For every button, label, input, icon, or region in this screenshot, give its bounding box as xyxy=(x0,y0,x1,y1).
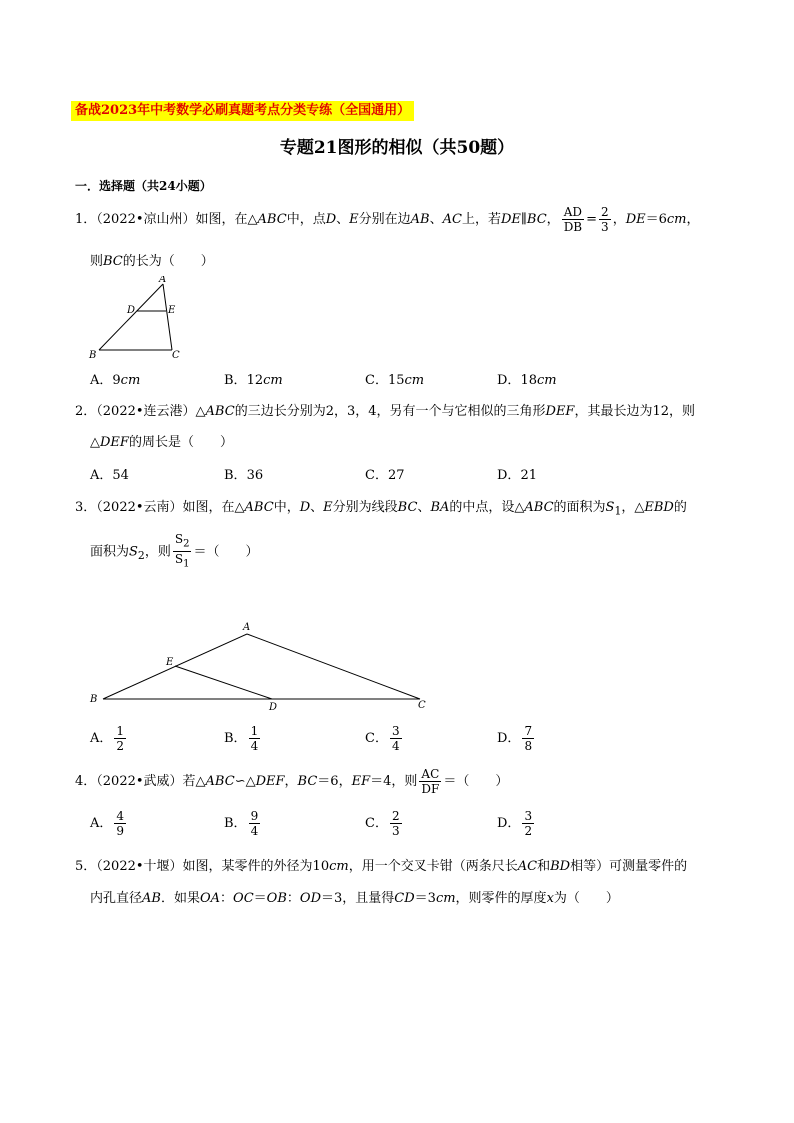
q1-option-b[interactable]: B．12cm xyxy=(224,373,283,388)
q3-line1: 3．（2022•云南）如图，在△ABC中，D、E分别为线段BC、BA的中点，设△ABC的面积为$S_1$，△EBD的 xyxy=(75,500,687,518)
q3-option-c[interactable]: C． $\frac{3}{4}$ xyxy=(365,724,400,753)
q2-option-b[interactable]: B．36 xyxy=(224,468,264,483)
q1-side-ab xyxy=(99,284,163,350)
q2-option-c[interactable]: C．27 xyxy=(365,468,405,483)
q5-line1: 5．（2022•十堰）如图，某零件的外径为10cm，用一个交叉卡钳（两条尺长AC和BD相等）可测量零件的 xyxy=(75,859,688,874)
page-title: 专题21图形的相似（共50题） xyxy=(279,138,515,158)
q2-line2: △DEF的周长是（ ） xyxy=(90,435,233,450)
q4-line1: 4．（2022•武威）若△ABC∽△DEF，BC＝6，EF＝4，则 $\frac{AC}{DF}$ ＝（ ） xyxy=(75,767,509,796)
q3-option-a[interactable]: A． $\frac{1}{2}$ xyxy=(90,724,125,753)
q1-option-d[interactable]: D．18cm xyxy=(497,373,557,388)
section-heading: 一．选择题（共24小题） xyxy=(75,179,212,193)
q1-option-a[interactable]: A．9cm xyxy=(90,373,141,388)
q3-label-b: B xyxy=(90,694,98,705)
q3-option-b[interactable]: B． $\frac{1}{4}$ xyxy=(224,724,259,753)
q1-line1: 1．（2022•凉山州）如图，在△ABC中，点D、E分别在边AB、AC上，若DE∥BC， $\frac{AD}{DB}$ = $\frac{2}{3}$ ，DE＝6cm， xyxy=(75,205,700,234)
q3-label-a: A xyxy=(243,622,251,633)
q1-fraction-value: $\frac{2}{3}$ xyxy=(601,205,609,234)
q2-line1: 2．（2022•连云港）△ABC的三边长分别为2，3，4，另有一个与它相似的三角形DEF，其最长边为12，则 xyxy=(75,404,695,419)
q1-label-d: D xyxy=(127,305,136,316)
q2-option-d[interactable]: D．21 xyxy=(497,468,537,483)
header-banner: 备战2023年中考数学必刷真题考点分类专练（全国通用） xyxy=(71,101,414,121)
q5-line2: 内孔直径AB．如果OA：OC＝OB：OD＝3，且量得CD＝3cm，则零件的厚度x为（ ） xyxy=(90,891,619,906)
q1-fraction-ad-db: $\frac{AD}{DB}$ xyxy=(563,205,583,234)
q1-line2: 则BC的长为（ ） xyxy=(90,254,214,269)
q3-label-d: D xyxy=(269,702,278,713)
q3-triangle-figure xyxy=(86,618,436,714)
q3-fraction-s2-s1: $\frac{S_2}{S_1}$ xyxy=(174,532,190,570)
q3-label-e: E xyxy=(166,657,174,668)
q3-side-ac xyxy=(247,634,420,699)
q4-option-b[interactable]: B． $\frac{9}{4}$ xyxy=(224,809,259,838)
q1-side-ac xyxy=(163,284,172,350)
q1-label-e: E xyxy=(168,305,176,316)
q4-option-c[interactable]: C． $\frac{2}{3}$ xyxy=(365,809,400,838)
q1-label-a: A xyxy=(159,276,167,285)
q4-option-d[interactable]: D． $\frac{3}{2}$ xyxy=(497,809,533,838)
q3-line2: 面积为$S_2$，则 $\frac{S_2}{S_1}$ ＝（ ） xyxy=(90,532,259,570)
q4-fraction-ac-df: $\frac{AC}{DF}$ xyxy=(421,767,440,796)
q3-label-c: C xyxy=(418,700,426,711)
q1-label-c: C xyxy=(172,350,180,361)
q2-option-a[interactable]: A．54 xyxy=(90,468,129,483)
q4-option-a[interactable]: A． $\frac{4}{9}$ xyxy=(90,809,125,838)
q1-triangle-figure xyxy=(86,276,186,362)
q3-segment-ed xyxy=(175,666,272,699)
q1-label-b: B xyxy=(89,350,97,361)
q1-option-c[interactable]: C．15cm xyxy=(365,373,425,388)
q3-option-d[interactable]: D． $\frac{7}{8}$ xyxy=(497,724,533,753)
